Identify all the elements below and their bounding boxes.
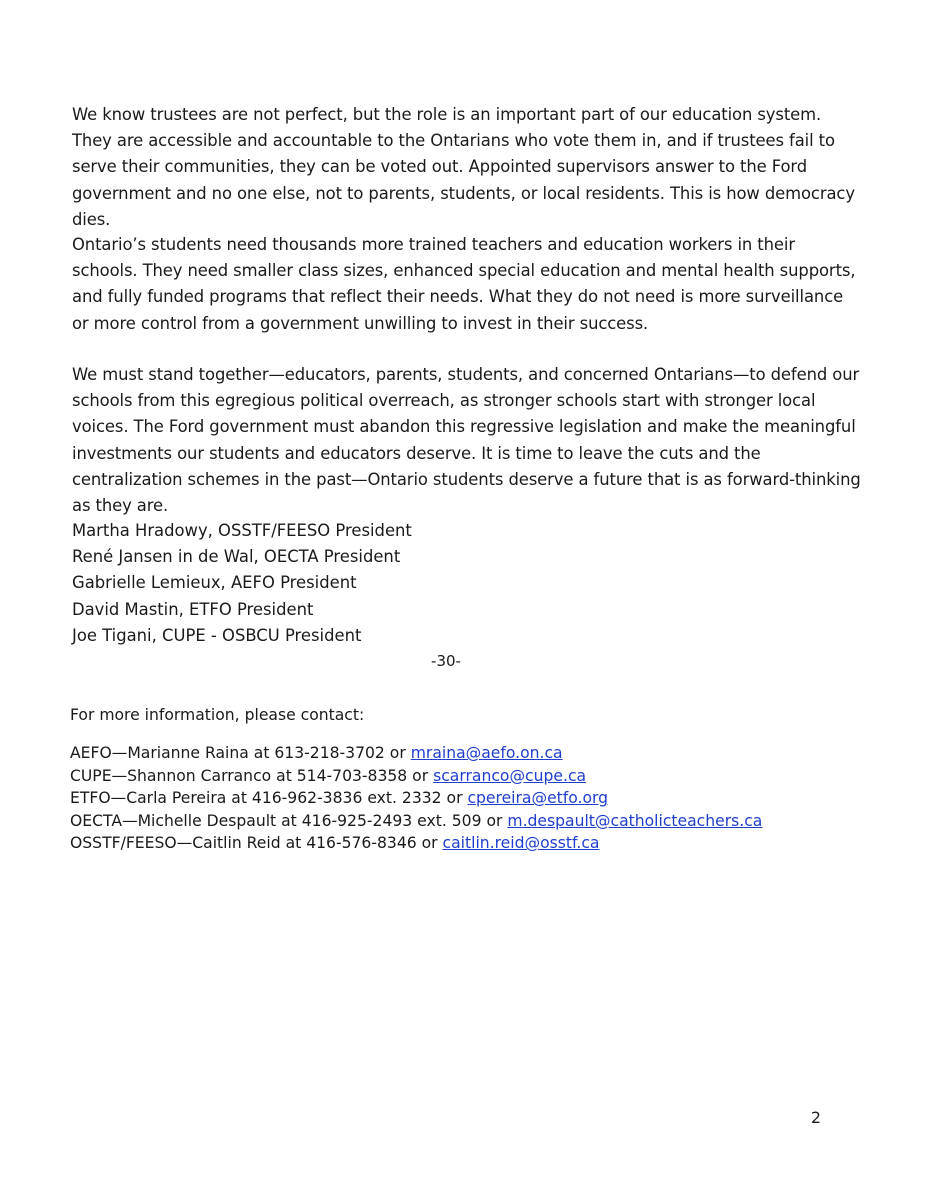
signatory: Martha Hradowy, OSSTF/FEESO President xyxy=(72,521,412,540)
email-link-etfo[interactable]: cpereira@etfo.org xyxy=(467,789,609,807)
body-paragraph-3: We must stand together—educators, parents, students, and concerned Ontarians—to defend our schools from this egregious political overreach, as stronger schools start with stronger local voices. The Ford government must abandon this regressive legislation and make the meaningful investments our students and educators deserve. It is time to leave the cuts and the centralization schemes in the past—Ontario students deserve a future that is as forward-thinking as they are. xyxy=(72,365,861,516)
contact-text: OSSTF/FEESO—Caitlin Reid at 416-576-8346 or xyxy=(70,834,443,852)
contact-line-oecta xyxy=(70,810,870,833)
signatory: René Jansen in de Wal, OECTA President xyxy=(72,547,401,567)
contact-list xyxy=(70,742,870,855)
contact-line-etfo xyxy=(70,787,870,810)
end-mark: -30- xyxy=(431,652,461,670)
email-link-aefo[interactable]: mraina@aefo.on.ca xyxy=(410,744,563,762)
page-number: 2 xyxy=(811,1109,821,1127)
email-link-cupe[interactable]: scarranco@cupe.ca xyxy=(433,766,587,785)
body-paragraph-1: We know trustees are not perfect, but the role is an important part of our education system. They are accessible and accountable to the Ontarians who vote them in, and if trustees fail to serve their communities, they can be voted out. Appointed supervisors answer to the Ford government and no one else, not to parents, students, or local residents. This is how democracy dies. xyxy=(72,105,855,229)
contact-text: OECTA—Michelle Despault at 416-925-2493 ext. 509 or xyxy=(70,811,508,830)
contact-text: ETFO—Carla Pereira at 416-962-3836 ext. 2332 or xyxy=(70,789,468,807)
signatory: Joe Tigani, CUPE - OSBCU President xyxy=(72,625,362,645)
contact-line-osstf xyxy=(70,832,870,855)
signatory: David Mastin, ETFO President xyxy=(72,599,314,619)
signatory-list xyxy=(72,518,672,649)
contact-text: CUPE—Shannon Carranco at 514-703-8358 or xyxy=(70,766,434,785)
body-paragraph-2: Ontario’s students need thousands more trained teachers and education workers in their schools. They need smaller class sizes, enhanced special education and mental health supports, and fully funded programs that reflect their needs. What they do not need is more surveillance or more control from a government unwilling to invest in their success. xyxy=(72,235,856,333)
email-link-osstf[interactable]: caitlin.reid@osstf.ca xyxy=(442,834,600,852)
contact-text: AEFO—Marianne Raina at 613-218-3702 or xyxy=(70,744,411,762)
contact-line-cupe xyxy=(70,765,870,788)
email-link-oecta[interactable]: m.despault@catholicteachers.ca xyxy=(507,811,763,830)
signatory: Gabrielle Lemieux, AEFO President xyxy=(72,573,357,593)
contact-line-aefo xyxy=(70,742,870,765)
contact-heading: For more information, please contact: xyxy=(70,706,365,724)
